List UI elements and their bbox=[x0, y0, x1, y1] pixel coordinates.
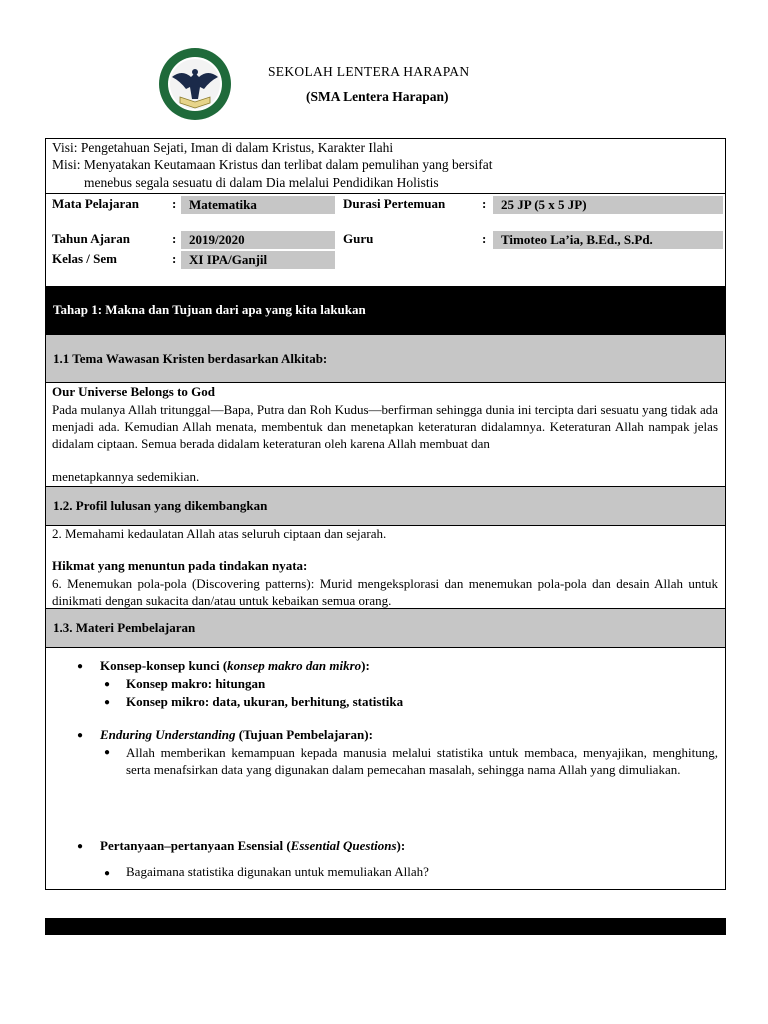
macro-concept: Konsep makro: hitungan bbox=[126, 676, 266, 691]
subject-value: Matematika bbox=[181, 196, 335, 214]
class-label: Kelas / Sem bbox=[52, 251, 117, 266]
bullet-icon: ● bbox=[104, 747, 111, 758]
school-name: SEKOLAH LENTERA HARAPAN bbox=[268, 64, 470, 79]
duration-label: Durasi Pertemuan bbox=[343, 196, 446, 211]
duration-value: 25 JP (5 x 5 JP) bbox=[493, 196, 723, 214]
wisdom-title: Hikmat yang menuntun pada tindakan nyata: bbox=[52, 558, 308, 573]
mission-text: Misi: Menyatakan Keutamaan Kristus dan terlibat dalam pemulihan yang bersifat bbox=[52, 157, 493, 172]
year-value: 2019/2020 bbox=[181, 231, 335, 249]
bullet-icon: ● bbox=[77, 730, 84, 741]
bullet-icon: ● bbox=[104, 868, 111, 879]
colon: : bbox=[482, 231, 487, 246]
bullet-icon: ● bbox=[77, 841, 84, 852]
subject-label: Mata Pelajaran bbox=[52, 196, 140, 211]
colon: : bbox=[172, 251, 177, 266]
school-logo bbox=[158, 47, 232, 121]
year-label: Tahun Ajaran bbox=[52, 231, 130, 246]
colon: : bbox=[482, 196, 487, 211]
micro-concept: Konsep mikro: data, ukuran, berhitung, statistika bbox=[126, 694, 404, 709]
bullet-icon: ● bbox=[104, 679, 111, 690]
enduring-understanding: Enduring Understanding (Tujuan Pembelajaran): bbox=[100, 727, 373, 742]
vision-text: Visi: Pengetahuan Sejati, Iman di dalam Kristus, Karakter Ilahi bbox=[52, 140, 394, 155]
wisdom-body: 6. Menemukan pola-pola (Discovering patterns): Murid mengeksplorasi dan menemukan pola-pola dan desain Allah untuk dinikmati dengan sukacita dan/atau untuk kebaikan semua orang. bbox=[52, 576, 718, 608]
bullet-icon: ● bbox=[104, 697, 111, 708]
class-value: XI IPA/Ganjil bbox=[181, 251, 335, 269]
essential-questions: Pertanyaan–pertanyaan Esensial (Essential Questions): bbox=[100, 838, 406, 853]
teacher-label: Guru bbox=[343, 231, 374, 246]
key-concepts: Konsep-konsep kunci (konsep makro dan mikro): bbox=[100, 658, 370, 673]
colon: : bbox=[172, 231, 177, 246]
theme-subtitle: Our Universe Belongs to God bbox=[52, 384, 215, 399]
profile-item: 2. Memahami kedaulatan Allah atas seluruh ciptaan dan sejarah. bbox=[52, 526, 387, 541]
section-1-2-heading: 1.2. Profil lulusan yang dikembangkan bbox=[46, 486, 725, 526]
footer-bar bbox=[45, 918, 726, 935]
essential-question-item: Bagaimana statistika digunakan untuk memuliakan Allah? bbox=[126, 864, 429, 879]
theme-body: Pada mulanya Allah tritunggal—Bapa, Putra dan Roh Kudus—berfirman sehingga dunia ini tercipta dari sesuatu yang tidak ada menjadi ada. Kemudian Allah menata, membentuk dan menetapkan keteraturan didalamnya. Keteraturan Allah nampak jelas didalam ciptaan. Semua berada didalam keteraturan oleh karena Allah membuat dan bbox=[52, 402, 718, 451]
theme-body-end: menetapkannya sedemikian. bbox=[52, 469, 200, 484]
colon: : bbox=[172, 196, 177, 211]
mission-text-cont: menebus segala sesuatu di dalam Dia melalui Pendidikan Holistis bbox=[84, 175, 439, 190]
divider bbox=[46, 193, 725, 194]
section-1-3-heading: 1.3. Materi Pembelajaran bbox=[46, 608, 725, 648]
teacher-value: Timoteo La’ia, B.Ed., S.Pd. bbox=[493, 231, 723, 249]
bullet-icon: ● bbox=[77, 661, 84, 672]
section-1-1-heading: 1.1 Tema Wawasan Kristen berdasarkan Alkitab: bbox=[46, 334, 725, 383]
school-subtitle: (SMA Lentera Harapan) bbox=[306, 89, 449, 104]
eu-body: Allah memberikan kemampuan kepada manusia melalui statistika untuk membaca, menyajikan, menghitung, serta menafsirkan data yang digunakan dalam pemecahan masalah, sehingga nama Allah yang dimuliakan. bbox=[126, 745, 718, 777]
stage-1-heading: Tahap 1: Makna dan Tujuan dari apa yang kita lakukan bbox=[46, 286, 725, 334]
